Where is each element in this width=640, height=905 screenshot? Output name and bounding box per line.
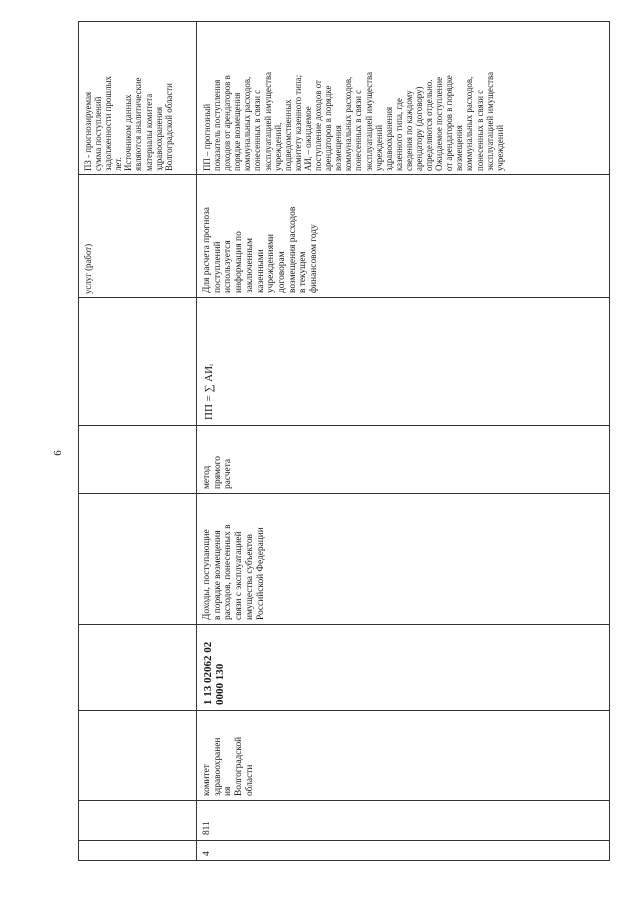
prior-debt-note-cell: ПЗ - прогнозируемая сумма поступлений задолженности прошлых лет. Источником данных являются аналитические материалы комитета здравоохранения Волгоградской области <box>83 76 174 171</box>
column-divider <box>78 624 610 625</box>
table-border-top <box>78 21 79 861</box>
page-number: 6 <box>52 450 64 456</box>
admin-name-cell: комитет здравоохранен ия Волгоградской области <box>202 736 255 796</box>
column-divider <box>78 710 610 711</box>
column-divider <box>78 493 610 494</box>
service-source-cell: услуг (работ) <box>83 243 93 294</box>
admin-code-cell: 811 <box>202 821 212 835</box>
row-number-cell: 4 <box>202 851 212 856</box>
table-edge-right <box>78 21 610 22</box>
column-divider <box>78 174 610 175</box>
indicator-description-cell: ПП – прогнозный показатель поступления доходов от арендаторов в порядке возмещения коммунальных расходов, понесенных в связи с эксплуатацией имущества учреждений, подведомственных комитету казенного типа; АИᵢ – ожидаемое поступление доходов от арендаторов в порядке возмещения коммунальных расходов, понесенных в связи с эксплуатацией имущества учреждений здравоохранения казенного типа, где сведения по каждому арендатору (договору) определяются отдельно. Ожидаемое поступление от арендаторов в порядке возмещения коммунальных расходов, понесенных в связи с эксплуатацией имущества учреждений <box>202 71 505 171</box>
table-border-bottom <box>609 21 610 861</box>
formula-cell: ПП = ∑ АИᵢ <box>203 364 215 420</box>
income-name-cell: Доходы, поступающие в порядке возмещения расходов, понесенных в связи с эксплуатацией имущества субъектов Российской Федерации <box>202 524 266 620</box>
column-divider <box>78 840 610 841</box>
column-divider <box>78 800 610 801</box>
calculation-method-cell: метод прямого расчета <box>202 456 234 489</box>
table-row-divider <box>196 21 197 861</box>
table-edge-left <box>78 860 610 861</box>
forecast-algorithm-cell: Для расчета прогноза поступлений используется информация по заключенным казенными учреждениями договорам возмещения расходов в текущем финансовом году <box>202 206 320 293</box>
budget-code-cell: 1 13 02062 02 0000 130 <box>202 641 226 705</box>
column-divider <box>78 425 610 426</box>
column-divider <box>78 297 610 298</box>
